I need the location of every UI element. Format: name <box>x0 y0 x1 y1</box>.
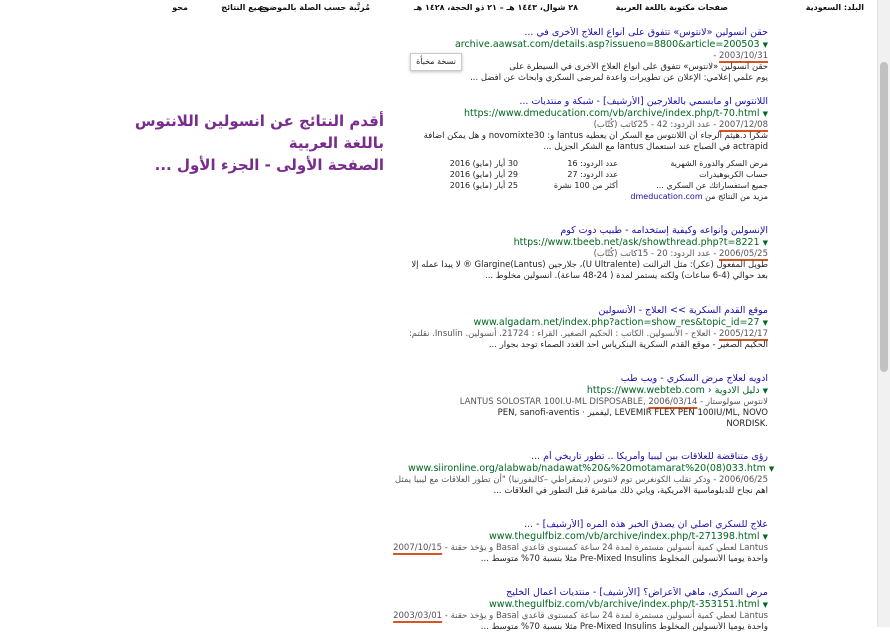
sitelink-date: 25 أيار (مايو) 2016 <box>449 181 518 190</box>
result-date: 2003/10/31 <box>719 51 768 61</box>
result-title[interactable]: موقع القدم السكرية >> العلاج - الأنسولين <box>598 305 768 316</box>
result-snippet: الحكيم الصغير - موقع القدم السكرية البنكرياس أحد الغدد الصماء توجد بجوار ... <box>488 340 768 350</box>
dropdown-caret-icon[interactable]: ▼ <box>762 387 768 395</box>
sitelink-row <box>408 158 768 169</box>
search-result <box>408 96 768 153</box>
country-filter[interactable]: البلد: السعودية <box>805 3 864 12</box>
sitelink-date: 29 أيار (مايو) 2016 <box>449 170 518 179</box>
result-url[interactable]: www.thegulfbiz.com/vb/archive/index.php/t-271398.html ▼ <box>489 531 768 542</box>
search-result <box>393 519 768 565</box>
sitelink-title[interactable]: مرض السكر والدورة الشهرية <box>670 159 768 168</box>
result-title[interactable]: مرض السكري، ماهي الأعراض؟ [الأرشيف] - منتديات أعمال الخليج <box>506 587 768 598</box>
result-snippet: أهم نجاح للدبلوماسية الأمريكية، ويأتي ذلك مباشرة قبل التطور في العلاقات ... <box>493 486 768 496</box>
result-snippet: واحدة يوميا الأنسولين المخلوط Pre-Mixed Insulins مثلا بنسبة 70% متوسط ... <box>480 622 768 632</box>
result-url[interactable]: https://www.tbeeb.net/ask/showthread.php?t=8221 ▼ <box>513 237 768 248</box>
date-range-filter[interactable]: ٢٨ شوال، ١٤٤٣ هـ – ٢١ ذو الحجة، ١٤٢٨ هـ <box>413 3 578 12</box>
dropdown-caret-icon[interactable]: ▼ <box>762 319 768 327</box>
result-snippet: بعد حوالي (4-6 ساعات) ولكنه يستمر لمدة ( 24-48 ساعة). أنسولين مخلوط ... <box>485 271 768 281</box>
result-snippet: NORDISK. <box>726 419 768 429</box>
result-url[interactable]: www.siironline.org/alabwab/nadawat%20&%20motamarat%20(08)033.htm ▼ <box>408 463 775 474</box>
sitelink-replies: عدد الردود: 16 <box>567 159 618 168</box>
result-title[interactable]: رؤى متناقضة للعلاقات بين ليبيا وأمريكا .. تطور تاريخي أم ... <box>531 451 768 462</box>
search-result <box>394 451 775 497</box>
result-url[interactable]: https://www.dmeducation.com/vb/archive/index.php/t-70.html ▼ <box>464 108 768 119</box>
result-date: 2006/03/14 <box>648 397 698 407</box>
sort-filter[interactable]: مُرتَّبة حسب الصلة بالموضوع <box>258 3 370 12</box>
result-snippet: PEN, sanofi-aventis · ليفمير, LEVEMIR FLEX PEN 100IU/ML, NOVO <box>497 408 768 418</box>
clear-filters-button[interactable]: محو <box>172 3 188 12</box>
result-title[interactable]: الإنسولين وأنواعه وكيفية إستخدامه - طبيب دوت كوم <box>560 225 768 236</box>
search-result <box>408 225 768 282</box>
result-meta: 2006/05/25 - عدد الردود: 20 - 15كاتب (كُتّاب) <box>593 249 768 259</box>
result-meta: 2005/12/17 - العلاج - الأنسولين. الكاتب : الحكيم الصغير. القراء : 21724. أنسولين. Insulin. نقلتم: <box>408 329 768 339</box>
result-url[interactable]: www.algadam.net/index.php?action=show_res&topic_id=27 ▼ <box>473 317 768 328</box>
result-meta: LANTUS SOLOSTAR 100I.U-ML DISPOSABLE, لانتوس سولوستار - 2006/03/14 <box>459 397 768 407</box>
result-title[interactable]: علاج للسكري اصلي ان يصدق الخبر هذه المره [الأرشيف] - ... <box>524 519 768 530</box>
search-result <box>408 305 768 351</box>
result-url[interactable]: archive.aawsat.com/details.asp?issueno=8800&article=200503 ▼ <box>454 39 768 50</box>
scrollbar-thumb[interactable] <box>880 62 888 372</box>
search-tools-bar <box>0 0 878 16</box>
search-result <box>393 587 768 633</box>
sitelink-title[interactable]: جميع استفساراتك عن السكري ... <box>656 181 768 190</box>
annotation-line-1: أقدم النتائج عن انسولين اللانتوس باللغة العربية <box>134 112 384 152</box>
dropdown-caret-icon[interactable]: ▼ <box>762 601 768 609</box>
result-title[interactable]: ادويه لعلاج مرض السكري - ويب طب <box>620 373 768 384</box>
cached-page-popup[interactable]: نسخة مخبأة <box>410 53 462 71</box>
result-date: 2005/12/17 <box>719 329 768 339</box>
dropdown-caret-icon[interactable]: ▼ <box>762 533 768 541</box>
result-snippet: واحدة يوميا الأنسولين المخلوط Pre-Mixed Insulins مثلا بنسبة 70% متوسط ... <box>480 554 768 564</box>
sitelink-replies: أكثر من 100 نشرة <box>553 181 618 190</box>
result-snippet: شكرا د.هيثم الرجاء أن اللانتوس مع السكر أن يعطيه lantus و: novomixte30 و هل يمكن اضافة <box>423 131 768 141</box>
search-result <box>408 373 768 430</box>
result-meta: 2003/10/31 - <box>713 51 768 61</box>
more-results-link[interactable]: مزيد من النتائج من dmeducation.com <box>630 192 768 201</box>
result-snippet: actrapid في الصباح عند استعمال lantus مع الشكر الجزيل ... <box>543 142 768 152</box>
result-date: 2007/10/15 <box>393 543 443 553</box>
dropdown-caret-icon[interactable]: ▼ <box>768 465 775 473</box>
result-snippet: حقن أنسولين «لانتوس» تتفوق على أنواع العلاج الأخرى في السيطرة على <box>509 62 768 72</box>
page-scrollbar[interactable] <box>877 0 890 627</box>
sitelink-replies: عدد الردود: 27 <box>567 170 618 179</box>
sitelink-title[interactable]: حساب الكربوهيدرات <box>699 170 768 179</box>
dropdown-caret-icon[interactable]: ▼ <box>762 239 768 247</box>
result-date: 2007/12/08 <box>719 120 768 130</box>
sitelinks-table <box>408 158 768 202</box>
sitelink-row <box>408 169 768 180</box>
result-url[interactable]: www.thegulfbiz.com/vb/archive/index.php/t-353151.html ▼ <box>489 599 768 610</box>
result-date: 2006/05/25 <box>719 249 768 259</box>
dropdown-caret-icon[interactable]: ▼ <box>762 41 768 49</box>
sitelink-row <box>408 180 768 191</box>
result-date: 2003/03/01 <box>393 611 443 621</box>
result-snippet: طويل المفعول (عكر): مثل الترالنت (U Ultralente)، جلارجين (Glargine(Lantus ® لا يبدأ عمله إلا <box>411 260 768 270</box>
result-meta: 2007/12/08 - عدد الردود: 42 - 25كاتب (كُتّاب) <box>593 120 768 130</box>
result-meta: Lantus لعطي كمية أنسولين مستمرة لمدة 24 ساعة كمستوى قاعدي Basal و يؤخذ حقنة - 2003/03/01 <box>393 611 768 621</box>
result-meta: 2006/06/25 - ودكر تقلب الكونغرس توم لانتوس (ديمقراطي –كاليفورنيا) "أن تطور العلاقات مع ليبيا يمثل <box>394 475 768 485</box>
annotation-overlay <box>124 110 384 176</box>
search-result <box>408 27 768 84</box>
result-title[interactable]: حقن أنسولين «لانتوس» تتفوق على أنواع العلاج الأخرى في ... <box>524 27 768 38</box>
result-url[interactable]: https://www.webteb.com › دليل الادوية ▼ <box>586 385 768 396</box>
sitelink-date: 30 أيار (مايو) 2016 <box>449 159 518 168</box>
annotation-line-2: الصفحة الأولى - الجزء الأول ... <box>154 156 384 174</box>
result-snippet: يوم علمي إعلامي: الإعلان عن تطويرات واعدة لمرضى السكري وأبحاث عن أفضل ... <box>470 73 768 83</box>
language-filter[interactable]: صفحات مكتوبة باللغة العربية <box>615 3 728 12</box>
result-title[interactable]: اللانتوس او مابسمي بالعلارجين [الأرشيف] - شبكة و منتديات ... <box>519 96 768 107</box>
dropdown-caret-icon[interactable]: ▼ <box>762 110 768 118</box>
group-filter[interactable]: جميع النتائج <box>221 3 268 12</box>
result-meta: Lantus لعطي كمية أنسولين مستمرة لمدة 24 ساعة كمستوى قاعدي Basal و يؤخذ حقنة - 2007/10/15 <box>393 543 768 553</box>
